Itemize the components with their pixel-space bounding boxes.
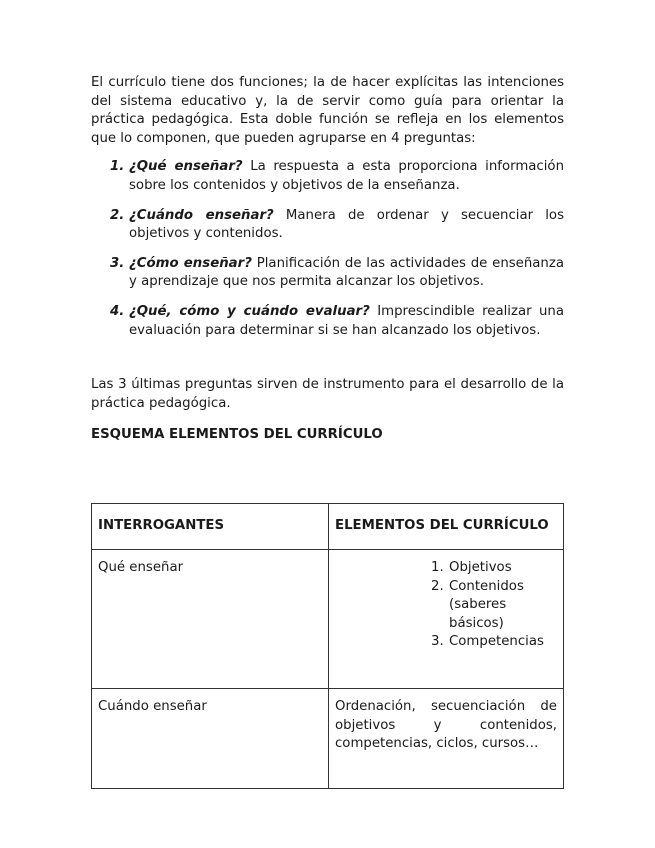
scheme-title: ESQUEMA ELEMENTOS DEL CURRÍCULO xyxy=(91,427,383,443)
list-item xyxy=(91,303,564,340)
list-number: 1. xyxy=(431,560,444,575)
table-row xyxy=(92,550,564,689)
closing-paragraph: Las 3 últimas preguntas sirven de instrumento para el desarrollo de la práctica pedagógica. xyxy=(91,377,564,411)
list-number: 3. xyxy=(431,634,444,650)
question-label: ¿Qué enseñar? xyxy=(129,159,243,175)
list-item xyxy=(431,559,551,578)
list-item xyxy=(431,578,551,634)
list-item xyxy=(91,255,564,292)
table-header: ELEMENTOS DEL CURRÍCULO xyxy=(329,504,564,550)
intro-paragraph: El currículo tiene dos funciones; la de hacer explícitas las intenciones del sistema educativo y, la de servir como guía para orientar la práctica pedagógica. Esta doble función se refleja en los elementos que lo componen, que pueden agruparse en 4 preguntas: xyxy=(91,75,564,146)
table-header-row xyxy=(92,504,564,550)
question-text: Imprescindible realizar una evaluación para determinar si se han alcanzado los objetivos. xyxy=(129,303,564,338)
list-number: 4. xyxy=(110,303,125,319)
table-cell-label: Cuándo enseñar xyxy=(92,689,329,789)
list-number: 3. xyxy=(110,255,125,271)
table-row xyxy=(92,689,564,789)
question-text: Planificación de las actividades de enseñanza y aprendizaje que nos permita alcanzar los objetivos. xyxy=(129,255,564,290)
list-item xyxy=(91,158,564,195)
curriculum-table xyxy=(91,503,564,789)
list-text: Objetivos xyxy=(449,560,512,575)
table-cell-label: Qué enseñar xyxy=(92,550,329,689)
table-cell-elements xyxy=(329,550,564,689)
question-label: ¿Cómo enseñar? xyxy=(129,255,252,271)
cell-text: Ordenación, secuenciación de objetivos y contenidos, competencias, ciclos, cursos… xyxy=(335,699,557,752)
list-text: Contenidos (saberes básicos) xyxy=(449,578,524,631)
questions-list xyxy=(91,158,564,340)
list-number: 1. xyxy=(110,159,125,175)
question-text: La respuesta a esta proporciona información sobre los contenidos y objetivos de la enseñanza. xyxy=(129,159,564,193)
list-number: 2. xyxy=(110,207,125,223)
question-label: ¿Qué, cómo y cuándo evaluar? xyxy=(129,303,370,319)
list-number: 2. xyxy=(431,578,444,594)
document-body xyxy=(91,74,564,444)
question-text: Manera de ordenar y secuenciar los objetivos y contenidos. xyxy=(129,207,564,242)
table-header: INTERROGANTES xyxy=(92,504,329,550)
list-text: Competencias xyxy=(449,634,544,650)
table-cell-elements xyxy=(329,689,564,789)
elements-list xyxy=(431,550,551,652)
question-label: ¿Cuándo enseñar? xyxy=(129,207,274,223)
list-item xyxy=(91,207,564,244)
list-item xyxy=(431,633,551,652)
